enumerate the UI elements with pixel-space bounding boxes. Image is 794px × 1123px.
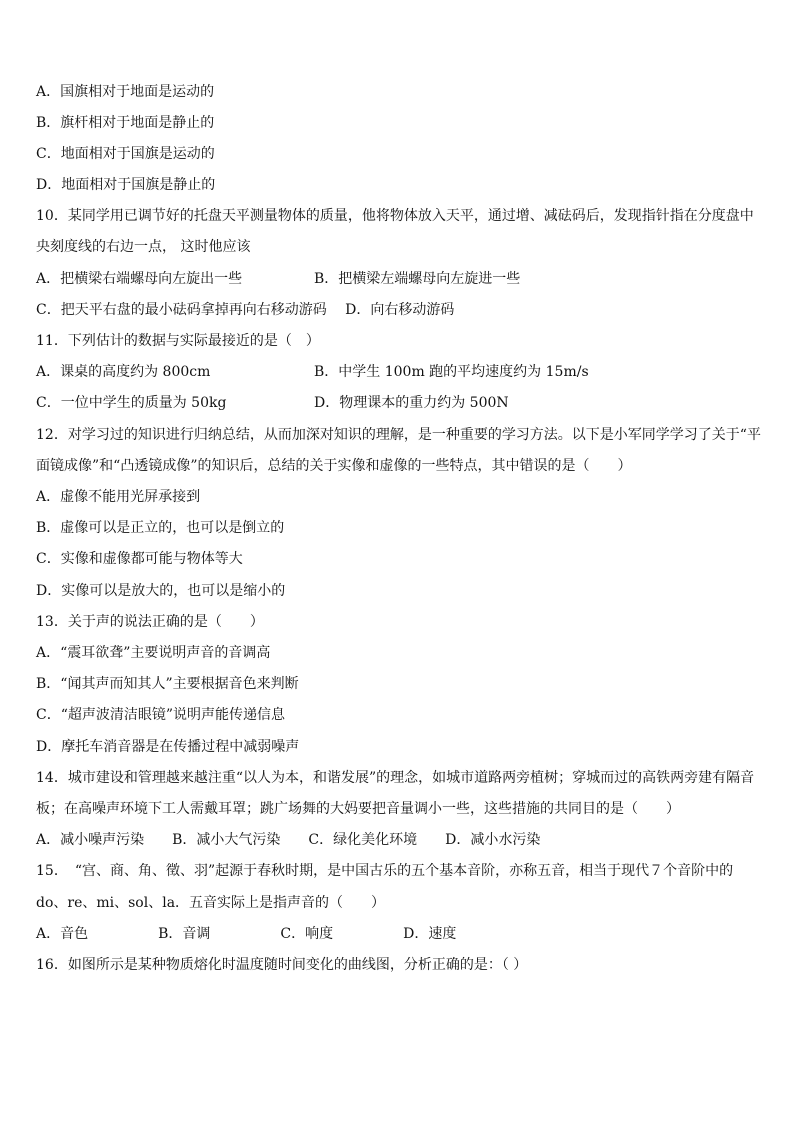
q13-option-a: A．“震耳欲聋”主要说明声音的音调高 bbox=[36, 645, 271, 661]
q13-option-c: C．“超声波清洁眼镜”说明声能传递信息 bbox=[36, 707, 286, 723]
q14-stem-line2: 板；在高噪声环境下工人需戴耳罩；跳广场舞的大妈要把音量调小一些，这些措施的共同目的是（ ） bbox=[36, 801, 680, 817]
q9-option-d: D．地面相对于国旗是静止的 bbox=[36, 177, 216, 193]
q14-stem-line1: 14．城市建设和管理越来越注重“以人为本，和谐发展”的理念，如城市道路两旁植树；穿城而过的高铁两旁建有隔音 bbox=[36, 770, 755, 786]
q12-option-a: A．虚像不能用光屏承接到 bbox=[36, 489, 201, 505]
q13-option-b: B．“闻其声而知其人”主要根据音色来判断 bbox=[36, 676, 299, 692]
q14-options: A．减小噪声污染 B．减小大气污染 C．绿化美化环境 D．减小水污染 bbox=[36, 832, 541, 848]
q10-option-cd: C．把天平右盘的最小砝码拿掉再向右移动游码 D．向右移动游码 bbox=[36, 302, 455, 318]
q11-option-c: C．一位中学生的质量为 50kg bbox=[36, 395, 227, 411]
q10-option-a: A．把横梁右端螺母向左旋出一些 bbox=[36, 271, 243, 287]
q10-option-b: B．把横梁左端螺母向左旋进一些 bbox=[314, 271, 521, 287]
q15-stem-line1: 15． “宫、商、角、徵、羽”起源于春秋时期，是中国古乐的五个基本音阶，亦称五音，相当于现代７个音阶中的 bbox=[36, 863, 734, 879]
q12-option-b: B．虚像可以是正立的，也可以是倒立的 bbox=[36, 520, 285, 536]
q13-option-d: D．摩托车消音器是在传播过程中减弱噪声 bbox=[36, 739, 300, 755]
q11-option-b: B．中学生 100m 跑的平均速度约为 15m/s bbox=[314, 364, 589, 380]
q9-option-b: B．旗杆相对于地面是静止的 bbox=[36, 115, 215, 131]
q9-option-a: A．国旗相对于地面是运动的 bbox=[36, 84, 215, 100]
q12-option-c: C．实像和虚像都可能与物体等大 bbox=[36, 551, 243, 567]
q15-stem-line2: do、re、mi、sol、la．五音实际上是指声音的（ ） bbox=[36, 895, 386, 911]
q16-stem: 16．如图所示是某种物质熔化时温度随时间变化的曲线图，分析正确的是：（ ） bbox=[36, 957, 528, 973]
q11-option-a: A．课桌的高度约为 800cm bbox=[36, 364, 211, 380]
q11-stem: 11．下列估计的数据与实际最接近的是（ ） bbox=[36, 333, 320, 349]
q12-option-d: D．实像可以是放大的，也可以是缩小的 bbox=[36, 583, 286, 599]
q15-options: A．音色 B．音调 C．响度 D．速度 bbox=[36, 926, 457, 942]
q10-stem-line2: 央刻度线的右边一点， 这时他应该 bbox=[36, 239, 251, 255]
q10-stem-line1: 10．某同学用已调节好的托盘天平测量物体的质量，他将物体放入天平，通过增、减砝码后，发现指针指在分度盘中 bbox=[36, 208, 754, 224]
q12-stem-line2: 面镜成像”和“凸透镜成像”的知识后，总结的关于实像和虚像的一些特点，其中错误的是（ ） bbox=[36, 458, 632, 474]
q9-option-c: C．地面相对于国旗是运动的 bbox=[36, 146, 215, 162]
q13-stem: 13．关于声的说法正确的是（ ） bbox=[36, 614, 264, 630]
q11-option-d: D．物理课本的重力约为 500N bbox=[314, 395, 509, 411]
q12-stem-line1: 12．对学习过的知识进行归纳总结，从而加深对知识的理解，是一种重要的学习方法。以下是小军同学学习了关于“平 bbox=[36, 427, 761, 443]
